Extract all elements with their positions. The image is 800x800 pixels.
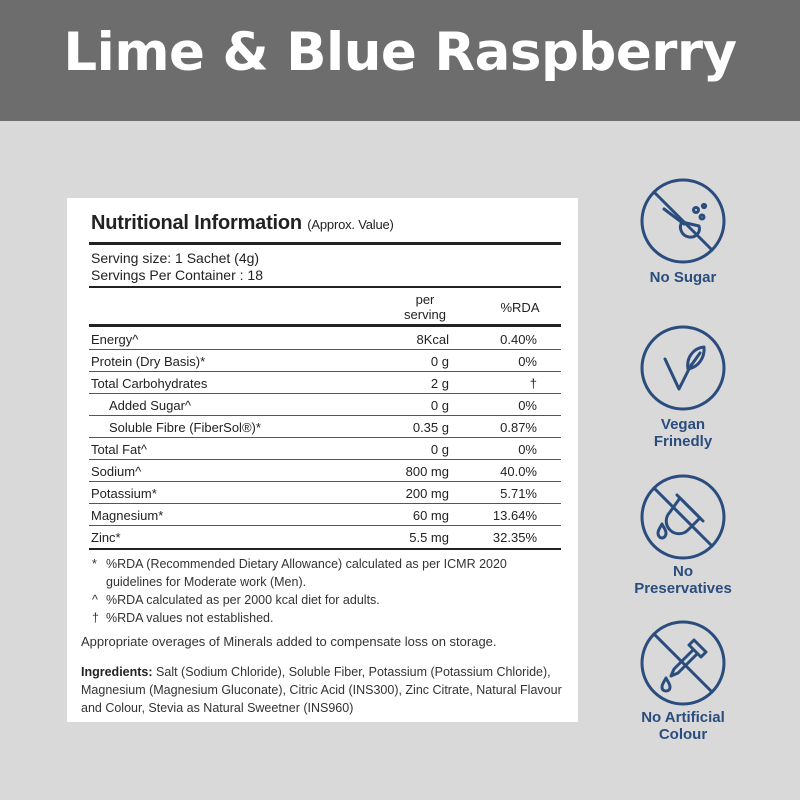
nutrition-title bbox=[91, 212, 394, 235]
badge-label-line: Preservatives bbox=[634, 580, 732, 597]
badge-label-line: Vegan bbox=[660, 416, 706, 433]
nutrient-rda: 5.71% bbox=[500, 486, 537, 501]
product-title: Lime & Blue Raspberry bbox=[63, 22, 737, 83]
nutrient-rda: 0% bbox=[518, 354, 537, 369]
nutrient-name: Magnesium* bbox=[91, 508, 164, 523]
nutrient-amount: 8Kcal bbox=[416, 332, 449, 347]
table-row bbox=[89, 504, 561, 526]
nutrient-rda: 13.64% bbox=[492, 508, 537, 523]
badge-label-line: No bbox=[673, 563, 693, 580]
approx-value-note: (Approx. Value) bbox=[307, 217, 394, 232]
nutrient-name: Sodium^ bbox=[91, 464, 142, 479]
footnote-dagger bbox=[89, 609, 559, 627]
serving-divider bbox=[89, 286, 561, 288]
nutrient-rda: 0.87% bbox=[500, 420, 537, 435]
nutrition-panel bbox=[67, 198, 578, 722]
footnote-text: %RDA values not established. bbox=[106, 611, 274, 625]
nutrient-name: Potassium* bbox=[91, 486, 157, 501]
table-row bbox=[89, 438, 561, 460]
nutrient-rda: 0% bbox=[518, 398, 537, 413]
footnote-text: %RDA calculated as per 2000 kcal diet for adults. bbox=[106, 593, 380, 607]
nutrient-name: Total Carbohydrates bbox=[91, 376, 208, 391]
nutrient-rda: 0.40% bbox=[500, 332, 537, 347]
table-row bbox=[89, 350, 561, 372]
table-bottom-divider bbox=[89, 548, 561, 550]
nutrient-amount: 60 mg bbox=[412, 508, 449, 523]
no-artificial-colour-icon bbox=[638, 618, 728, 708]
badge-label-line: No Artificial bbox=[641, 709, 725, 726]
nutrient-rda: 40.0% bbox=[500, 464, 537, 479]
badge-label-line: Frinedly bbox=[653, 433, 713, 450]
nutrient-name: Zinc* bbox=[91, 530, 121, 545]
nutrition-title-text: Nutritional Information bbox=[91, 212, 302, 234]
table-row bbox=[89, 460, 561, 482]
footnote-symbol: † bbox=[92, 611, 99, 625]
nutrient-amount: 2 g bbox=[430, 376, 449, 391]
servings-per-container: Servings Per Container : 18 bbox=[91, 267, 263, 283]
table-row bbox=[89, 526, 561, 548]
column-header-rda: %RDA bbox=[500, 300, 540, 315]
footnotes bbox=[89, 555, 559, 627]
nutrient-amount: 0 g bbox=[430, 398, 449, 413]
nutrient-amount: 5.5 mg bbox=[409, 530, 449, 545]
footnote-star bbox=[89, 555, 559, 591]
nutrient-amount: 0.35 g bbox=[412, 420, 449, 435]
table-row bbox=[89, 416, 561, 438]
vegan-leaf-icon bbox=[638, 323, 728, 413]
ingredients bbox=[81, 663, 571, 717]
table-row bbox=[89, 394, 561, 416]
badge-label-no-artificial-colour bbox=[608, 709, 758, 743]
no-sugar-icon bbox=[638, 176, 728, 266]
header-divider bbox=[89, 324, 561, 327]
title-divider bbox=[89, 242, 561, 245]
badge-label-no-sugar bbox=[608, 269, 758, 286]
no-preservatives-icon bbox=[638, 472, 728, 562]
nutrient-name: Total Fat^ bbox=[91, 442, 147, 457]
badge-label-line: No Sugar bbox=[649, 269, 717, 286]
ingredients-label: Ingredients: bbox=[81, 665, 153, 679]
column-header-per-serving bbox=[385, 292, 465, 322]
nutrient-amount: 0 g bbox=[430, 354, 449, 369]
nutrient-name: Energy^ bbox=[91, 332, 139, 347]
nutrient-rda: 32.35% bbox=[492, 530, 537, 545]
badge-label-line: Colour bbox=[658, 726, 708, 743]
table-row bbox=[89, 372, 561, 394]
nutrient-amount: 0 g bbox=[430, 442, 449, 457]
nutrient-amount: 800 mg bbox=[405, 464, 449, 479]
nutrient-name: Protein (Dry Basis)* bbox=[91, 354, 206, 369]
table-row bbox=[89, 328, 561, 350]
footnote-symbol: * bbox=[92, 557, 97, 571]
serving-size: Serving size: 1 Sachet (4g) bbox=[91, 250, 260, 266]
badge-label-no-preservatives bbox=[608, 563, 758, 597]
footnote-caret bbox=[89, 591, 559, 609]
overage-note: Appropriate overages of Minerals added to compensate loss on storage. bbox=[81, 634, 497, 649]
per-line: per bbox=[415, 292, 435, 307]
nutrient-name: Added Sugar^ bbox=[109, 398, 191, 413]
badge-label-vegan bbox=[608, 416, 758, 450]
ingredients-text: Salt (Sodium Chloride), Soluble Fiber, Potassium (Potassium Chloride), Magnesium (Magnesium Gluconate), Citric Acid (INS300), Zinc Citrate, Natural Flavour and Colour, Stevia as Natural Sweetner (INS960) bbox=[81, 665, 562, 715]
footnote-symbol: ^ bbox=[92, 593, 98, 607]
table-row bbox=[89, 482, 561, 504]
header-banner bbox=[0, 0, 800, 121]
nutrient-rda: † bbox=[529, 376, 537, 391]
nutrient-name: Soluble Fibre (FiberSol®)* bbox=[109, 420, 261, 435]
nutrient-amount: 200 mg bbox=[405, 486, 449, 501]
footnote-text: %RDA (Recommended Dietary Allowance) calculated as per ICMR 2020 guidelines for Moderate work (Men). bbox=[106, 557, 507, 589]
nutrient-rda: 0% bbox=[518, 442, 537, 457]
serving-line: serving bbox=[404, 307, 446, 322]
